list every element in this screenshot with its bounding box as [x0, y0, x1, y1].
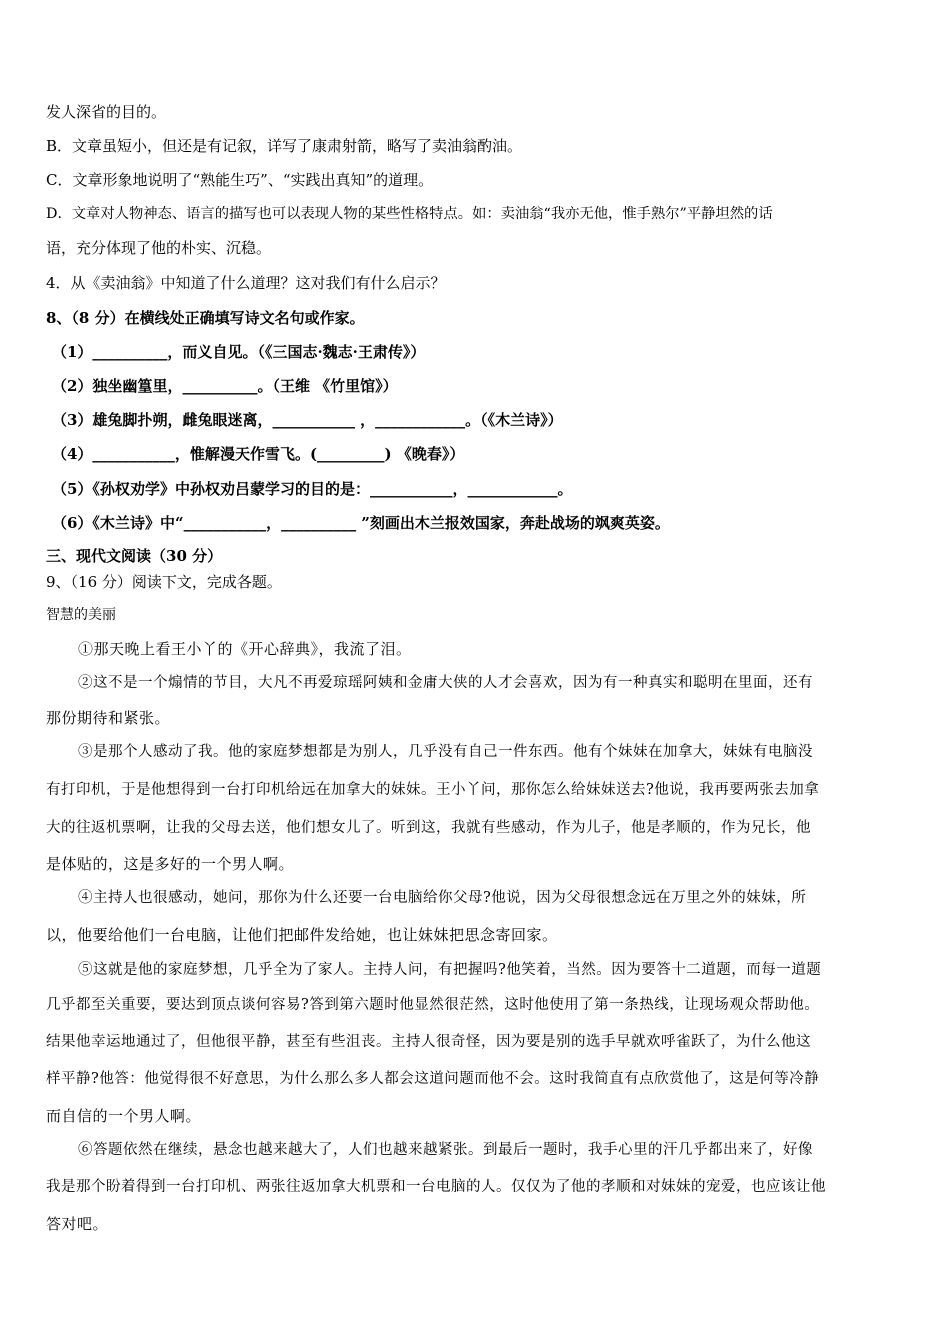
q7-option-d-line2: 语，充分体现了他的朴实、沉稳。: [46, 239, 272, 257]
passage-para-3-line3: 大的往返机票啊，让我的父母去送，他们想女儿了。听到这，我就有些感动，作为儿子，他是孝顺的，作为兄长，他: [46, 820, 811, 836]
passage-para-3-line2: 有打印机，于是他想得到一台打印机给远在加拿大的妹妹。王小丫问，那你怎么给妹妹送去?他说，我再要两张去加拿: [46, 782, 820, 798]
passage-para-5-line3: 结果他幸运地通过了，但他很平静，甚至有些沮丧。主持人很奇怪，因为要是别的选手早就欢呼雀跃了，为什么他这: [46, 1034, 811, 1050]
passage-para-6-line1: ⑥答题依然在继续，悬念也越来越大了，人们也越来越紧张。到最后一题时，我手心里的汗几乎都出来了，好像: [78, 1142, 813, 1158]
passage-para-2-line1: ②这不是一个煽情的节目，大凡不再爱琼瑶阿姨和金庸大侠的人才会喜欢，因为有一种真实和聪明在里面，还有: [78, 675, 813, 691]
passage-para-5-line5: 而自信的一个男人啊。: [46, 1107, 202, 1125]
passage-para-6-line2: 我是那个盼着得到一台打印机、两张往返加拿大机票和一台电脑的人。仅仅为了他的孝顺和对妹妹的宠爱，也应该让他: [46, 1179, 826, 1195]
q8-item-5: （5）《孙权劝学》中孙权劝吕蒙学习的目的是：___________，____________。: [52, 480, 573, 498]
passage-para-2-line2: 那份期待和紧张。: [46, 709, 171, 727]
passage-para-3-line1: ③是那个人感动了我。他的家庭梦想都是为别人，几乎没有自己一件东西。他有个妹妹在加拿大，妹妹有电脑没: [78, 744, 813, 760]
passage-para-6-line3: 答对吧。: [46, 1215, 109, 1233]
q8-item-6: （6）《木兰诗》中“___________，__________ ”刻画出木兰报效国家，奔赴战场的飒爽英姿。: [52, 514, 670, 532]
passage-para-4-line1: ④主持人也很感动，她问，那你为什么还要一台电脑给你父母?他说，因为父母很想念远在万里之外的妹妹，所: [78, 890, 807, 906]
q8-item-1: （1）__________，而义自见。（《三国志·魏志·王肃传》）: [52, 343, 426, 361]
passage-para-3-line4: 是体贴的，这是多好的一个男人啊。: [46, 855, 295, 873]
passage-para-4-line2: 以，他要给他们一台电脑，让他们把邮件发给她，也让妹妹把思念寄回家。: [46, 926, 558, 944]
passage-para-5-line2: 几乎都至关重要，要达到顶点谈何容易?答到第六题时他显然很茫然，这时他使用了第一条热线，让现场观众帮助他。: [46, 997, 820, 1013]
section-3-title: 三、现代文阅读（30 分）: [46, 547, 223, 565]
q8-item-2: （2）独坐幽篁里，__________。（王维 《竹里馆》）: [52, 377, 398, 395]
q8-title: 8、（8 分）在横线处正确填写诗文名句或作家。: [46, 309, 365, 327]
q7-option-b: B．文章虽短小，但还是有记叙，详写了康肃射箭，略写了卖油翁酌油。: [46, 137, 523, 155]
q7-sub-question-4: 4．从《卖油翁》中知道了什么道理？这对我们有什么启示？: [46, 274, 446, 292]
passage-para-1: ①那天晚上看王小丫的《开心辞典》，我流了泪。: [78, 640, 412, 658]
passage-title: 智慧的美丽: [46, 607, 116, 623]
q7-option-d-line1: D．文章对人物神态、语言的描写也可以表现人物的某些性格特点。如：卖油翁“我亦无他，惟手熟尔”平静坦然的话: [46, 206, 773, 222]
passage-para-5-line4: 样平静?他答：他觉得很不好意思，为什么那么多人都会这道问题而他不会。这时我简直有点欣赏他了，这是何等冷静: [46, 1071, 820, 1087]
passage-para-5-line1: ⑤这就是他的家庭梦想，几乎全为了家人。主持人问，有把握吗?他笑着，当然。因为要答十二道题，而每一道题: [78, 962, 822, 978]
q8-item-3: （3）雄兔脚扑朔，雌兔眼迷离，___________ ，____________。（《木兰诗》）: [52, 411, 563, 429]
q9-instruction: 9、（16 分）阅读下文，完成各题。: [46, 573, 282, 591]
q8-item-4: （4）___________，惟解漫天作雪飞。(_________) 《晚春》）: [52, 445, 465, 463]
q7-option-a-tail: 发人深省的目的。: [46, 103, 167, 121]
q7-option-c: C．文章形象地说明了“熟能生巧”、“实践出真知”的道理。: [46, 171, 434, 189]
